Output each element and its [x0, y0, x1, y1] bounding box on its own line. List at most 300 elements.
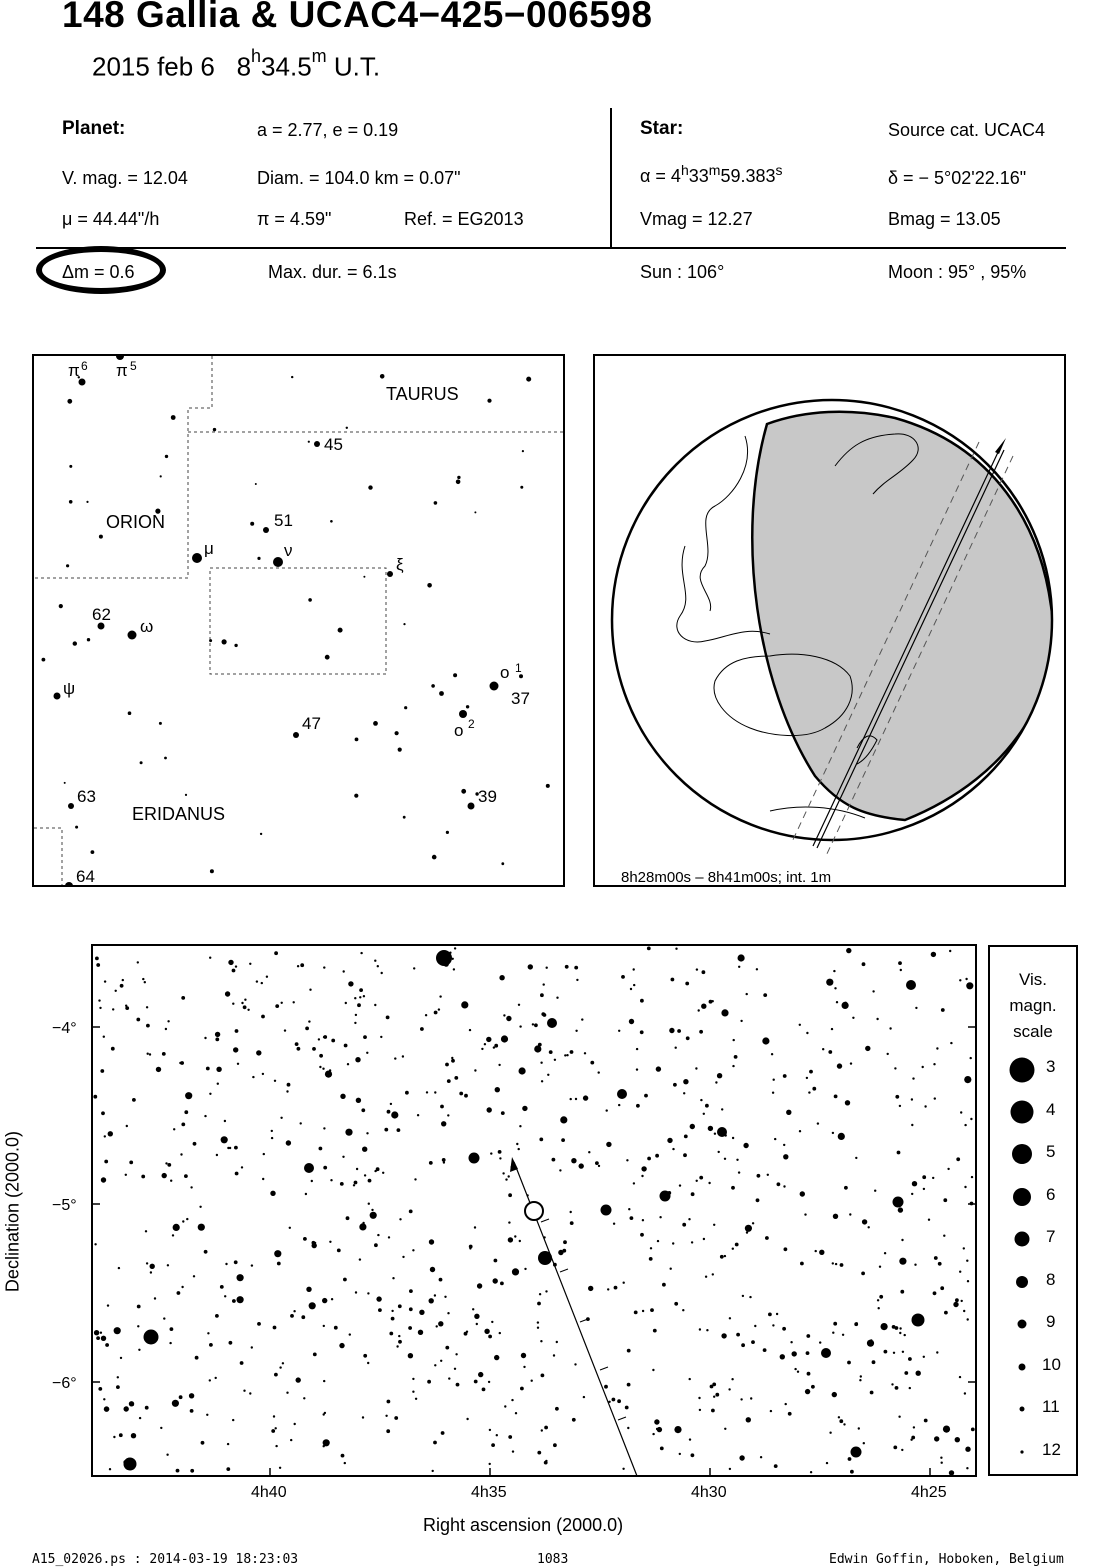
label-xi: ξ [396, 555, 404, 574]
field-star [708, 1182, 710, 1184]
field-star [349, 1333, 351, 1335]
field-star [334, 1326, 338, 1330]
field-star [391, 1317, 395, 1321]
minutes-unit: m [311, 46, 327, 66]
finder-star [526, 377, 531, 382]
field-star [852, 1017, 854, 1019]
finder-star [431, 684, 435, 688]
field-star [511, 1399, 513, 1401]
field-star [809, 1070, 813, 1074]
field-star [377, 965, 379, 967]
field-star [531, 1380, 533, 1382]
field-star [441, 1431, 445, 1435]
field-star [429, 1161, 433, 1165]
field-star [353, 1184, 355, 1186]
field-star [767, 1174, 769, 1176]
field-star [141, 1175, 145, 1179]
field-star [911, 1124, 913, 1126]
field-star [103, 1036, 105, 1038]
field-star [341, 1454, 345, 1458]
field-star [720, 1255, 724, 1259]
field-star [808, 1091, 810, 1093]
field-star [251, 1264, 253, 1266]
field-star [735, 1243, 739, 1247]
field-star [774, 1138, 776, 1140]
field-star [728, 1388, 730, 1390]
field-star [498, 1064, 500, 1066]
field-star [965, 978, 967, 980]
field-star [104, 980, 106, 982]
planet-reference: Ref. = EG2013 [404, 209, 524, 229]
field-star [474, 1314, 479, 1319]
field-star [499, 1157, 501, 1159]
field-star [355, 1057, 360, 1062]
field-star [731, 1378, 733, 1380]
field-star [538, 1043, 542, 1047]
field-star [464, 1094, 468, 1098]
field-star [472, 1308, 474, 1310]
field-star [966, 982, 973, 989]
field-star [943, 1235, 945, 1237]
field-star [137, 961, 139, 963]
field-star [763, 993, 767, 997]
field-star [382, 1172, 384, 1174]
field-star [343, 1278, 347, 1282]
finder-star [427, 583, 432, 588]
field-star [122, 979, 124, 981]
field-star [686, 1036, 690, 1040]
field-star [627, 1383, 631, 1387]
field-star [630, 988, 632, 990]
field-star [209, 1379, 211, 1381]
field-star [934, 1256, 938, 1260]
field-star [99, 1007, 101, 1009]
field-star [138, 1349, 140, 1351]
field-star [308, 1020, 310, 1022]
field-star [447, 1312, 449, 1314]
field-star [833, 1322, 837, 1326]
field-star [355, 1014, 357, 1016]
field-star [834, 1095, 838, 1099]
field-star [518, 1148, 520, 1150]
field-star [519, 1125, 521, 1127]
field-star [547, 1074, 549, 1076]
field-star [172, 1234, 174, 1236]
field-star [131, 1433, 136, 1438]
field-star [899, 1105, 901, 1107]
field-star [523, 1366, 525, 1368]
field-star [534, 1045, 541, 1052]
star-47 [293, 732, 299, 738]
finder-star [404, 706, 407, 709]
field-star [662, 1283, 666, 1287]
field-star [872, 990, 874, 992]
finder-star [308, 441, 310, 443]
dec-tick-label: −4° [52, 1020, 77, 1037]
finder-star [257, 557, 260, 560]
field-star [784, 1247, 788, 1251]
field-star [899, 1258, 906, 1265]
field-star [441, 1121, 446, 1126]
field-star [120, 1357, 122, 1359]
finder-star [86, 501, 88, 503]
field-star [811, 1385, 815, 1389]
label-o1: o [500, 663, 510, 682]
field-star [323, 966, 325, 968]
field-star [277, 1262, 281, 1266]
field-star [329, 1241, 331, 1243]
field-star [749, 1296, 751, 1298]
field-star [807, 1372, 811, 1376]
field-star [546, 967, 548, 969]
field-star [897, 1151, 901, 1155]
field-star [271, 1429, 275, 1433]
field-star [696, 968, 698, 970]
field-star [132, 1098, 136, 1102]
field-star [297, 965, 299, 967]
field-star [274, 1080, 276, 1082]
field-star-bright-top [436, 950, 452, 966]
field-star [101, 1111, 105, 1115]
field-star [959, 1271, 961, 1273]
field-star [960, 1111, 962, 1113]
field-star [708, 1126, 713, 1131]
field-star [828, 1050, 832, 1054]
field-star [415, 1398, 417, 1400]
field-star [768, 1313, 772, 1317]
field-star [454, 1368, 456, 1370]
field-star [96, 963, 100, 967]
finder-star [355, 738, 359, 742]
legend-mag-6: 6 [1046, 1185, 1056, 1204]
field-star [941, 1008, 945, 1012]
legend-mag-8: 8 [1046, 1270, 1056, 1289]
field-star [549, 1050, 553, 1054]
field-star [290, 1439, 292, 1441]
field-star [226, 1467, 230, 1471]
field-star [831, 1028, 833, 1030]
field-star [142, 978, 144, 980]
field-star [521, 1353, 526, 1358]
field-star [604, 1385, 608, 1389]
field-star [356, 1168, 358, 1170]
field-star [398, 1335, 400, 1337]
field-star [623, 1282, 625, 1284]
field-star [209, 957, 211, 959]
event-datetime [92, 46, 381, 83]
field-star [103, 1398, 105, 1400]
field-star [884, 1350, 888, 1354]
field-star [249, 963, 251, 965]
field-star [412, 1378, 414, 1380]
field-star [474, 1069, 476, 1071]
field-star [783, 1074, 787, 1078]
field-star [94, 1330, 99, 1335]
field-star [129, 1161, 133, 1165]
field-star [537, 1321, 539, 1323]
field-star [256, 1050, 261, 1055]
field-star [653, 1329, 657, 1333]
field-star-bright-bottom [124, 1458, 137, 1471]
field-star [165, 1028, 167, 1030]
label-orion: ORION [106, 512, 166, 532]
finder-star [255, 483, 257, 485]
field-star [524, 1268, 526, 1270]
field-star [385, 1415, 387, 1417]
field-star [224, 1120, 226, 1122]
field-star [699, 1328, 701, 1330]
field-star [673, 1083, 677, 1087]
field-star [650, 1247, 652, 1249]
field-star [964, 1392, 966, 1394]
field-star [636, 1068, 638, 1070]
label-mu: μ [204, 539, 214, 558]
field-star [303, 1237, 307, 1241]
field-star [371, 1209, 373, 1211]
field-star [482, 1388, 486, 1392]
finder-star [456, 480, 461, 485]
field-star [266, 976, 268, 978]
field-star [541, 1429, 543, 1431]
field-star [627, 1349, 631, 1353]
finder-star [325, 655, 330, 660]
field-star [895, 1095, 899, 1099]
field-star [641, 1175, 643, 1177]
field-star [832, 1332, 834, 1334]
field-star [412, 1391, 414, 1393]
field-star [928, 1219, 930, 1221]
finder-star [474, 511, 476, 513]
field-star [540, 1340, 542, 1342]
field-star [279, 1366, 281, 1368]
field-star [409, 1289, 413, 1293]
star-omega [128, 631, 137, 640]
field-star [847, 1361, 851, 1365]
field-star [261, 1015, 265, 1019]
field-star [732, 1248, 734, 1250]
field-star [275, 1445, 277, 1447]
finder-star [291, 376, 293, 378]
field-star [262, 1073, 264, 1075]
field-star [494, 1259, 498, 1263]
field-star-10 [851, 1447, 862, 1458]
label-omega: ω [140, 617, 154, 636]
field-star [794, 1368, 796, 1370]
field-star [833, 1214, 838, 1219]
field-star [734, 1055, 738, 1059]
field-star [904, 1371, 908, 1375]
field-star [136, 1018, 140, 1022]
field-star [108, 1131, 113, 1136]
field-star [190, 1469, 194, 1473]
legend-mag-3: 3 [1046, 1057, 1056, 1076]
sun-elongation: Sun : 106° [640, 262, 725, 282]
finder-star [165, 455, 168, 458]
field-star [947, 1168, 949, 1170]
y-axis-title: Declination (2000.0) [2, 1130, 23, 1293]
field-star [702, 970, 706, 974]
field-star [901, 1449, 903, 1451]
field-star [629, 1019, 634, 1024]
field-star [204, 1037, 206, 1039]
field-star-15 [304, 1163, 314, 1173]
field-star [858, 1427, 860, 1429]
legend-dot-4 [1011, 1101, 1034, 1124]
field-star [323, 1166, 327, 1170]
field-star [819, 1341, 821, 1343]
field-star [287, 1083, 291, 1087]
field-star [911, 1098, 913, 1100]
field-star [476, 1323, 478, 1325]
field-star [543, 983, 545, 985]
star-45 [314, 441, 320, 447]
field-star [323, 1439, 330, 1446]
field-star [357, 1003, 361, 1007]
label-o2-index: 2 [468, 717, 475, 731]
planet-motion: μ = 44.44"/h [62, 209, 160, 229]
field-star [770, 1410, 772, 1412]
label-eridanus: ERIDANUS [132, 804, 226, 824]
field-star [477, 1283, 482, 1288]
field-star [234, 1260, 238, 1264]
field-star [750, 1397, 752, 1399]
field-star [114, 1327, 121, 1334]
label-37: 37 [511, 689, 530, 708]
field-star [642, 1219, 644, 1221]
finder-star [546, 784, 550, 788]
field-star [689, 1438, 691, 1440]
magnitude-legend [988, 945, 1078, 1476]
field-star [690, 1124, 695, 1129]
field-star [201, 1441, 205, 1445]
field-star [674, 1302, 678, 1306]
field-star [286, 1090, 288, 1092]
legend-dot-8 [1016, 1276, 1028, 1288]
legend-dot-10 [1019, 1364, 1026, 1371]
field-star [559, 1169, 561, 1171]
finder-star [67, 399, 72, 404]
field-star [556, 997, 558, 999]
legend-dot-12 [1020, 1450, 1023, 1453]
field-star [800, 1262, 804, 1266]
field-star [598, 1071, 600, 1073]
field-star [724, 1158, 726, 1160]
field-star [340, 1182, 344, 1186]
field-star [570, 1050, 574, 1054]
finder-star [171, 415, 176, 420]
field-star [731, 1186, 735, 1190]
field-star [576, 979, 578, 981]
field-star [275, 1427, 277, 1429]
field-star [772, 1324, 774, 1326]
field-star [376, 1167, 380, 1171]
finder-star [260, 833, 262, 835]
label-nu: ν [284, 541, 293, 560]
field-star [893, 1446, 897, 1450]
field-star [695, 1067, 697, 1069]
field-star [640, 999, 644, 1003]
field-star [703, 1238, 705, 1240]
finder-star [432, 855, 437, 860]
field-star-8 [660, 1191, 671, 1202]
field-star [367, 1292, 369, 1294]
field-star [190, 1409, 194, 1413]
field-star [757, 1199, 759, 1201]
field-star [493, 1278, 498, 1283]
dec-tick-label: −5° [52, 1197, 77, 1214]
field-star [815, 1250, 817, 1252]
field-star [887, 1053, 889, 1055]
field-star [691, 1241, 693, 1243]
ra-h-unit: h [680, 162, 689, 178]
field-star [442, 1158, 446, 1162]
field-star [672, 1148, 674, 1150]
finder-star [75, 826, 78, 829]
field-star [679, 1453, 681, 1455]
field-star [912, 1181, 917, 1186]
field-star [901, 1239, 903, 1241]
field-star [331, 1039, 335, 1043]
field-star [884, 1252, 886, 1254]
finder-star [403, 623, 405, 625]
field-star [440, 1360, 442, 1362]
field-star [683, 1153, 687, 1157]
finder-star [380, 374, 385, 379]
field-star [491, 1443, 495, 1447]
field-star [659, 1216, 661, 1218]
field-star [955, 1437, 960, 1442]
field-star [900, 969, 902, 971]
field-star [390, 1103, 392, 1105]
field-star [270, 1191, 275, 1196]
field-star [180, 1061, 184, 1065]
field-star [522, 1106, 527, 1111]
field-star [290, 1314, 294, 1318]
field-star [319, 1147, 323, 1151]
field-star [940, 1457, 942, 1459]
field-star [309, 1302, 316, 1309]
field-star [461, 1001, 468, 1008]
field-star [319, 1054, 323, 1058]
field-star [209, 1093, 211, 1095]
field-star [409, 1307, 413, 1311]
field-star [380, 1036, 382, 1038]
field-star [628, 1208, 630, 1210]
field-star [262, 1178, 264, 1180]
field-star [120, 984, 124, 988]
field-star [839, 1419, 843, 1423]
field-star [675, 948, 677, 950]
field-star-14 [717, 1127, 727, 1137]
field-star [819, 1250, 824, 1255]
field-star [932, 1177, 934, 1179]
field-star [933, 1291, 937, 1295]
field-star [182, 1220, 184, 1222]
field-star [862, 1219, 867, 1224]
field-star [438, 1321, 443, 1326]
field-star [872, 1360, 876, 1364]
field-star [362, 1416, 364, 1418]
field-star [162, 1173, 167, 1178]
field-star [215, 1377, 217, 1379]
field-star [805, 1389, 810, 1394]
field-star [934, 1097, 936, 1099]
field-star [916, 1371, 921, 1376]
field-star [806, 1334, 810, 1338]
label-pi5: π [116, 361, 128, 380]
field-star [806, 1032, 808, 1034]
field-star [501, 1035, 508, 1042]
